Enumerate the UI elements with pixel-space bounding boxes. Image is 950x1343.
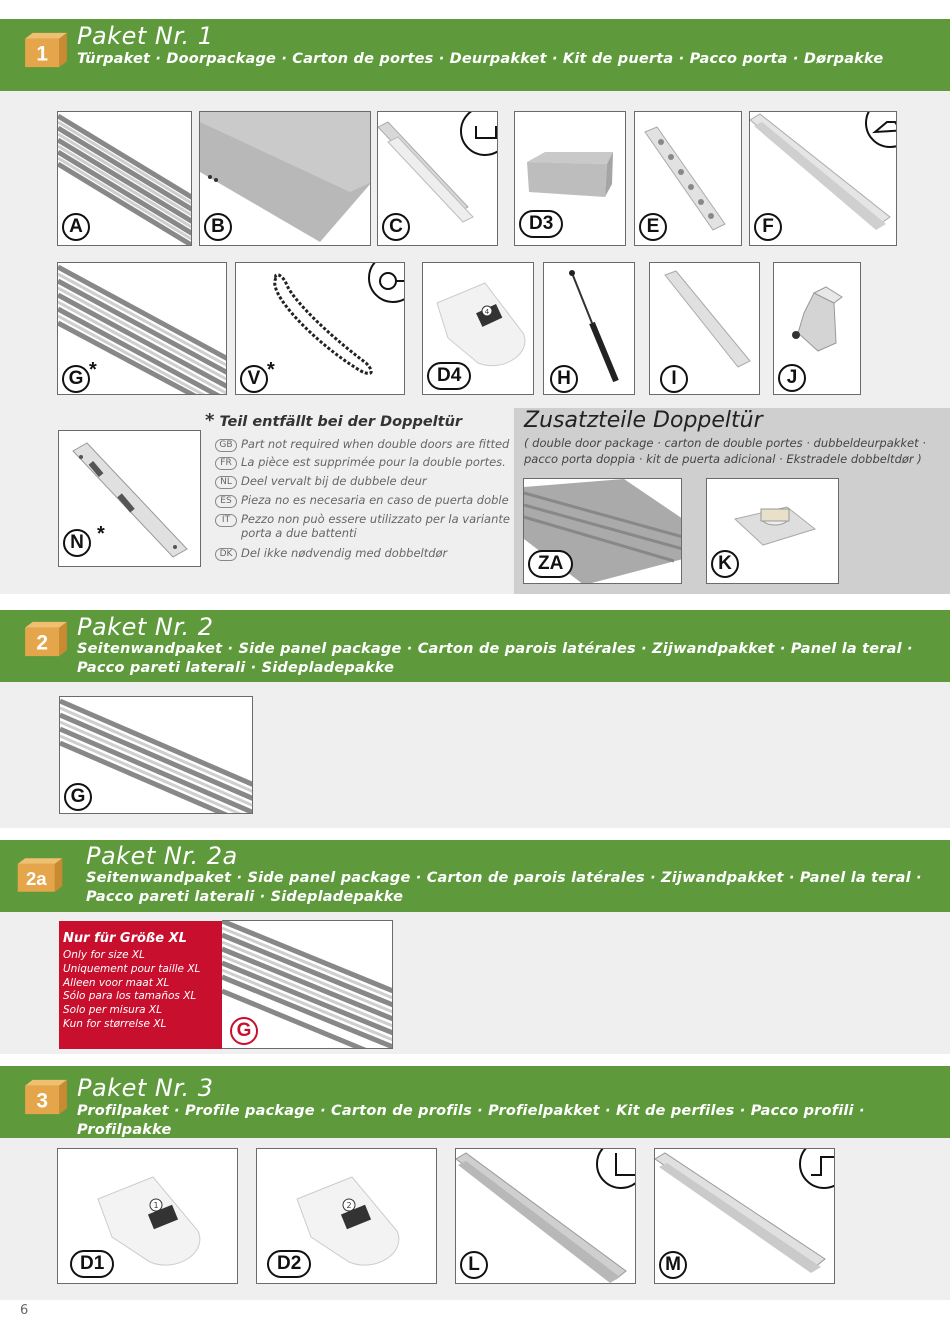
note-row-it: IT Pezzo non può essere utilizzato per la variante porta a due battenti bbox=[215, 512, 242, 527]
package-subtitle: Pacco pareti laterali · Sidepladepakke bbox=[86, 889, 404, 905]
part-c bbox=[377, 111, 498, 246]
note-row-es: ES Pieza no es necesaria en caso de puerta doble bbox=[215, 493, 242, 508]
package-number: 1 bbox=[36, 42, 49, 66]
package-3-header bbox=[0, 1066, 950, 1138]
part-label: E bbox=[639, 213, 667, 241]
xl-heading: Nur für Größe XL bbox=[63, 931, 187, 946]
part-h bbox=[543, 262, 635, 395]
part-l bbox=[455, 1148, 636, 1284]
part-d3 bbox=[514, 111, 626, 246]
part-g bbox=[59, 696, 253, 814]
package-title: Paket Nr. 3 bbox=[77, 1074, 214, 1102]
note-row-nl: NL Deel vervalt bij de dubbele deur bbox=[215, 474, 242, 489]
bag-number: 1 bbox=[153, 1201, 159, 1210]
xl-line: Alleen voor maat XL bbox=[63, 977, 170, 989]
package-subtitle: Pacco pareti laterali · Sidepladepakke bbox=[77, 660, 395, 676]
part-n bbox=[58, 430, 201, 567]
double-door-subtitle: ( double door package · carton de double portes · dubbeldeurpakket · pacco porta doppia · kit de puerta adicional · Ekstradele dobbeltdør ) bbox=[524, 436, 926, 466]
bag-number: 2 bbox=[346, 1201, 352, 1210]
seal-profile-icon bbox=[368, 262, 405, 303]
page-number: 6 bbox=[20, 1303, 29, 1318]
profile-icon bbox=[596, 1148, 636, 1189]
xl-line: Sólo para los tamaños XL bbox=[63, 990, 197, 1002]
part-label: G bbox=[230, 1017, 258, 1045]
package-2a-header bbox=[0, 840, 950, 912]
part-label: D2 bbox=[267, 1250, 311, 1278]
part-a bbox=[57, 111, 192, 246]
bag-number: 4 bbox=[484, 308, 490, 316]
double-door-title: Zusatzteile Doppeltür bbox=[524, 408, 763, 433]
part-label: M bbox=[659, 1251, 687, 1279]
part-g bbox=[57, 262, 227, 395]
box-icon bbox=[20, 620, 72, 658]
package-number: 2a bbox=[25, 868, 47, 890]
part-e bbox=[634, 111, 742, 246]
asterisk: * bbox=[97, 523, 105, 545]
package-number: 3 bbox=[36, 1089, 49, 1113]
note-row-dk: DK Del ikke nødvendig med dobbeltdør bbox=[215, 546, 242, 561]
part-label: H bbox=[550, 365, 578, 393]
note-row-fr: FR La pièce est supprimée pour la double portes. bbox=[215, 455, 242, 470]
part-label: D4 bbox=[427, 362, 471, 390]
xl-line: Uniquement pour taille XL bbox=[63, 963, 201, 975]
part-b bbox=[199, 111, 371, 246]
part-label: I bbox=[660, 365, 688, 393]
note-heading: * Teil entfällt bei der Doppeltür bbox=[205, 410, 463, 431]
part-label: B bbox=[204, 213, 232, 241]
part-label: J bbox=[778, 364, 806, 392]
profile-icon bbox=[865, 111, 897, 148]
part-m bbox=[654, 1148, 835, 1284]
profile-icon bbox=[460, 111, 498, 156]
package-title: Paket Nr. 1 bbox=[77, 22, 214, 50]
part-g-xl bbox=[222, 920, 393, 1049]
part-label: L bbox=[460, 1251, 488, 1279]
part-label: ZA bbox=[528, 550, 573, 578]
part-label: D1 bbox=[70, 1250, 114, 1278]
package-title: Paket Nr. 2a bbox=[86, 842, 238, 870]
part-label: D3 bbox=[519, 210, 563, 238]
xl-line: Kun for størrelse XL bbox=[63, 1018, 167, 1030]
package-2-header bbox=[0, 610, 950, 682]
profile-icon bbox=[799, 1148, 835, 1189]
part-label: K bbox=[711, 550, 739, 578]
box-icon bbox=[14, 856, 66, 894]
asterisk: * bbox=[205, 410, 215, 431]
part-d4 bbox=[422, 262, 534, 395]
box-icon bbox=[20, 1078, 72, 1116]
package-subtitle: Türpaket · Doorpackage · Carton de portes · Deurpakket · Kit de puerta · Pacco porta · Dørpakke bbox=[77, 51, 884, 67]
asterisk: * bbox=[267, 359, 275, 381]
xl-only-note bbox=[59, 921, 223, 1049]
part-i bbox=[649, 262, 760, 395]
box-icon bbox=[20, 31, 72, 69]
xl-line: Solo per misura XL bbox=[63, 1004, 162, 1016]
part-f bbox=[749, 111, 897, 246]
part-d1 bbox=[57, 1148, 238, 1284]
part-j bbox=[773, 262, 861, 395]
asterisk: * bbox=[89, 359, 97, 381]
xl-line: Only for size XL bbox=[63, 949, 145, 961]
part-v bbox=[235, 262, 405, 395]
package-subtitle: Seitenwandpaket · Side panel package · Carton de parois latérales · Zijwandpakket · Panel la teral · bbox=[86, 870, 922, 886]
part-label: A bbox=[62, 213, 90, 241]
package-subtitle: Seitenwandpaket · Side panel package · Carton de parois latérales · Zijwandpakket · Panel la teral · bbox=[77, 641, 913, 657]
part-d2 bbox=[256, 1148, 437, 1284]
part-k bbox=[706, 478, 839, 584]
note-row-gb: GB Part not required when double doors are fitted bbox=[215, 437, 242, 452]
package-1-header bbox=[0, 19, 950, 91]
part-label: N bbox=[63, 529, 91, 557]
part-label: V bbox=[240, 365, 268, 393]
part-label: C bbox=[382, 213, 410, 241]
package-subtitle: Profilpaket · Profile package · Carton de profils · Profielpakket · Kit de perfiles · Pacco profili · Profilpakke bbox=[77, 1103, 865, 1138]
part-label: F bbox=[754, 213, 782, 241]
part-label: G bbox=[64, 783, 92, 811]
part-label: G bbox=[62, 365, 90, 393]
part-za bbox=[523, 478, 682, 584]
package-number: 2 bbox=[36, 631, 49, 655]
package-title: Paket Nr. 2 bbox=[77, 613, 214, 641]
